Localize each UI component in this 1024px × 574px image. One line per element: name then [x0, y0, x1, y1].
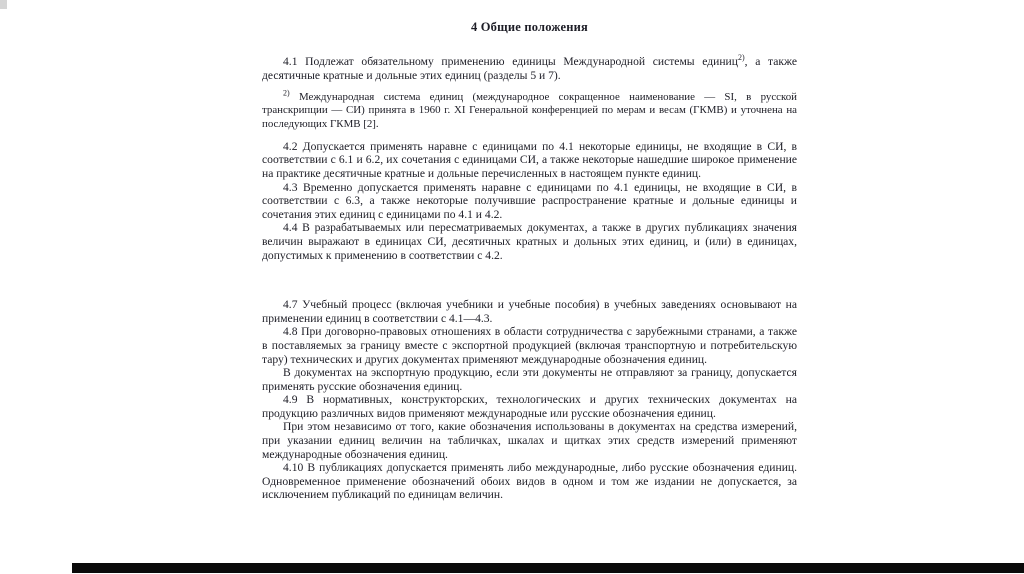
scan-artifact: [0, 0, 7, 9]
paragraph-4-4: 4.4 В разрабатываемых или пересматриваемых документах, а также в других публикациях значения величин выражают в единицах СИ, десятичных кратных и дольных этих единиц, и (или) в единицах, допустимых к применению в соответствии с 4.2.: [262, 221, 797, 262]
footnote-2: [262, 88, 797, 131]
bottom-black-bar: [72, 563, 1024, 573]
paragraph-4-1-text: 4.1 Подлежат обязательному применению единицы Международной системы единиц: [283, 55, 738, 68]
paragraph-4-3: 4.3 Временно допускается применять наравне с единицами по 4.1 единицы, не входящие в СИ, в соответствии с 6.3, а также некоторые получившие распространение кратные и дольные единицы и сочетания этих единиц с единицами по 4.1 и 4.2.: [262, 180, 797, 221]
paragraph-4-10: 4.10 В публикациях допускается применять либо международные, либо русские обозначения единиц. Одновременное применение обозначений обоих видов в одном и том же издании не допускается, за исключением публикаций по единицам величин.: [262, 461, 797, 502]
footnote-reference-mark: 2): [737, 53, 745, 63]
section-gap: [262, 262, 797, 298]
paragraph-4-2: 4.2 Допускается применять наравне с единицами по 4.1 некоторые единицы, не входящие в СИ, в соответствии с 6.1 и 6.2, их сочетания с единицами СИ, а также некоторые нашедшие широкое применение на практике десятичные кратные и дольные перечисленных в настоящем пункте единиц.: [262, 139, 797, 180]
footnote-text: Международная система единиц (международное сокращенное наименование — SI, в русской транскрипции — СИ) принята в 1960 г. XI Генеральной конференцией по мерам и весам (ГКМВ) и уточнена на последующих ГКМВ [2].: [262, 91, 797, 130]
paragraph-4-9-cont: При этом независимо от того, какие обозначения использованы в документах на средства измерений, при указании единиц величин на табличках, шкалах и щитках этих средств измерений применяют международные обозначения единиц.: [262, 420, 797, 461]
paragraph-4-1-text-cont: , а также десятичные кратные и дольные этих единиц (разделы 5 и 7).: [262, 55, 797, 82]
text-column: [262, 20, 797, 502]
footnote-marker: 2): [283, 88, 290, 98]
paragraph-4-9: 4.9 В нормативных, конструкторских, технологических и других технических документах на продукцию различных видов применяют международные или русские обозначения единиц.: [262, 393, 797, 420]
paragraph-4-7: 4.7 Учебный процесс (включая учебники и учебные пособия) в учебных заведениях основывают на применении единиц в соответствии с 4.1—4.3.: [262, 298, 797, 325]
paragraph-4-8-cont: В документах на экспортную продукцию, если эти документы не отправляют за границу, допускается применять русские обозначения единиц.: [262, 366, 797, 393]
paragraph-4-1: [262, 55, 797, 82]
paragraph-4-8: 4.8 При договорно-правовых отношениях в области сотрудничества с зарубежными странами, а также в поставляемых за границу вместе с экспортной продукцией (включая транспортную и потребительскую тару) технических и других документах применяют международные обозначения единиц.: [262, 325, 797, 366]
section-title: 4 Общие положения: [470, 20, 589, 34]
